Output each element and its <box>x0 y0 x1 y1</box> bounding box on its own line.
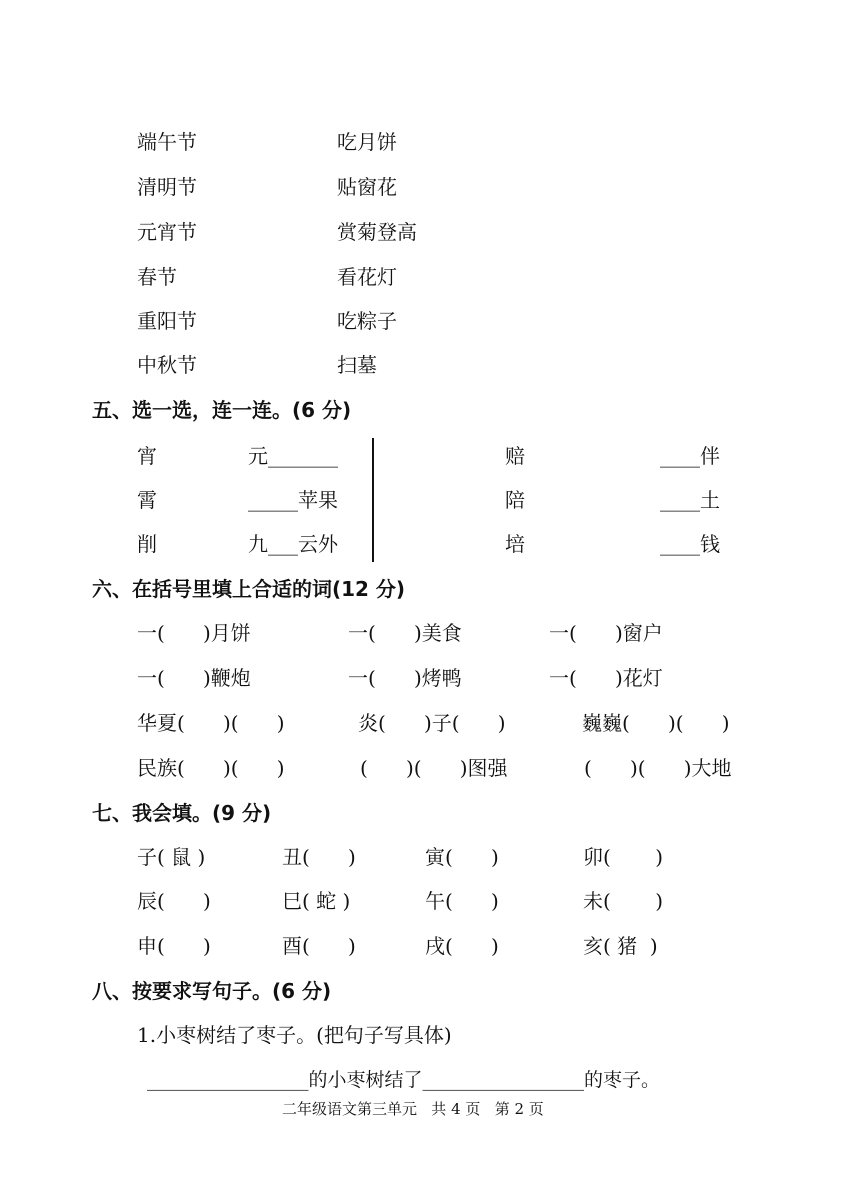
s7-r1-c1[interactable]: 子( 鼠 ) <box>137 845 206 869</box>
s5-right-item-3[interactable]: ____钱 <box>660 532 720 556</box>
s7-r1-c4[interactable]: 卯( ) <box>583 845 664 869</box>
festival-left-1: 端午节 <box>137 130 197 154</box>
s6-r3-c3[interactable]: 巍巍( )( ) <box>582 711 730 735</box>
s5-right-char-3: 培 <box>505 532 525 556</box>
s6-r4-c3[interactable]: ( )( )大地 <box>584 756 732 780</box>
festival-left-4: 春节 <box>137 265 177 289</box>
festival-right-2: 贴窗花 <box>337 175 397 199</box>
s7-r2-c4[interactable]: 未( ) <box>583 889 664 913</box>
festival-right-4: 看花灯 <box>337 265 397 289</box>
s7-r3-c1[interactable]: 申( ) <box>137 934 211 958</box>
festival-right-1: 吃月饼 <box>337 130 397 154</box>
s5-left-item-1[interactable]: 元_______ <box>248 444 338 468</box>
s7-r2-c2[interactable]: 巳( 蛇 ) <box>282 889 351 913</box>
festival-right-5: 吃粽子 <box>337 309 397 333</box>
s5-left-char-1: 宵 <box>137 444 157 468</box>
s6-r4-c1[interactable]: 民族( )( ) <box>137 756 285 780</box>
s8-answer-line-1[interactable]: _________________的小枣树结了_________________的枣子。 <box>147 1069 661 1091</box>
festival-left-2: 清明节 <box>137 175 197 199</box>
s7-r1-c2[interactable]: 丑( ) <box>282 845 356 869</box>
s6-r3-c2[interactable]: 炎( )子( ) <box>358 711 506 735</box>
section-7-title: 七、我会填。(9 分) <box>92 801 272 825</box>
s7-r3-c4[interactable]: 亥( 猪 ) <box>583 934 658 958</box>
section-6-title: 六、在括号里填上合适的词(12 分) <box>92 577 406 601</box>
s7-r1-c3[interactable]: 寅( ) <box>425 845 499 869</box>
s7-r3-c3[interactable]: 戌( ) <box>425 934 499 958</box>
s6-r2-c3[interactable]: 一( )花灯 <box>549 666 663 690</box>
festival-left-3: 元宵节 <box>137 220 197 244</box>
s5-right-item-2[interactable]: ____土 <box>660 488 720 512</box>
s6-r4-c2[interactable]: ( )( )图强 <box>360 756 508 780</box>
s6-r2-c2[interactable]: 一( )烤鸭 <box>348 666 462 690</box>
s7-r3-c2[interactable]: 酉( ) <box>282 934 356 958</box>
s6-r2-c1[interactable]: 一( )鞭炮 <box>137 666 251 690</box>
s8-question-1: 1.小枣树结了枣子。(把句子写具体) <box>137 1023 452 1047</box>
s6-r1-c2[interactable]: 一( )美食 <box>348 621 462 645</box>
s5-right-item-1[interactable]: ____伴 <box>660 444 720 468</box>
festival-left-6: 中秋节 <box>137 353 197 377</box>
section-8-title: 八、按要求写句子。(6 分) <box>92 979 332 1003</box>
s5-left-item-2[interactable]: _____苹果 <box>248 488 338 512</box>
s6-r1-c3[interactable]: 一( )窗户 <box>549 621 663 645</box>
festival-left-5: 重阳节 <box>137 309 197 333</box>
festival-right-6: 扫墓 <box>337 353 377 377</box>
section-5-divider <box>372 438 374 562</box>
s5-left-char-2: 霄 <box>137 488 157 512</box>
s5-left-char-3: 削 <box>137 532 157 556</box>
section-5-title: 五、选一选，连一连。(6 分) <box>92 398 352 422</box>
s7-r2-c3[interactable]: 午( ) <box>425 889 499 913</box>
s5-right-char-2: 陪 <box>505 488 525 512</box>
festival-right-3: 赏菊登高 <box>337 220 417 244</box>
s6-r1-c1[interactable]: 一( )月饼 <box>137 621 251 645</box>
page-footer: 二年级语文第三单元 共 4 页 第 2 页 <box>282 1100 544 1118</box>
s5-right-char-1: 赔 <box>505 444 525 468</box>
s7-r2-c1[interactable]: 辰( ) <box>137 889 211 913</box>
s5-left-item-3[interactable]: 九___云外 <box>248 532 338 556</box>
s6-r3-c1[interactable]: 华夏( )( ) <box>137 711 285 735</box>
